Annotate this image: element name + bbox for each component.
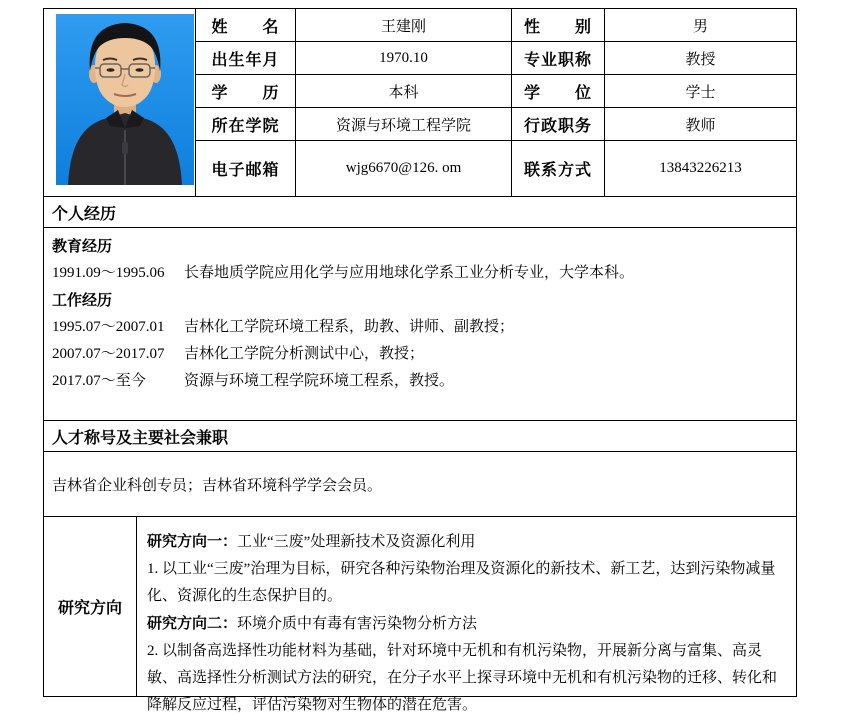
field-label-gender: 性 别 <box>512 9 605 42</box>
education-entry <box>52 260 786 287</box>
field-label-admin-position: 行政职务 <box>512 108 605 141</box>
field-label-education: 学 历 <box>196 75 296 108</box>
work-entry-period: 2017.07～至今 <box>52 373 146 389</box>
research-direction-1-heading <box>147 528 784 556</box>
basic-info-grid <box>44 9 796 197</box>
work-entry-detail: 吉林化工学院环境工程系，助教、讲师、副教授； <box>184 319 515 335</box>
research-direction-2-name: 环境介质中有毒有害污染物分析方法 <box>237 616 478 632</box>
titles-body <box>44 452 796 517</box>
work-entry-period: 2007.07～2017.07 <box>52 346 165 362</box>
research-direction-1-label: 研究方向一： <box>147 533 238 550</box>
field-value-gender: 男 <box>605 9 796 42</box>
field-value-contact: 13843226213 <box>605 141 796 197</box>
field-label-college: 所在学院 <box>196 108 296 141</box>
research-direction-2-heading <box>147 610 784 638</box>
field-value-degree: 学士 <box>605 75 796 108</box>
research-direction-2-description: 2. 以制备高选择性功能材料为基础，针对环境中无机和有机污染物，开展新分离与富集、高灵敏、高选择性分析测试方法的研究，在分子水平上探寻环境中无机和有机污染物的迁移、转化和降解反应过程，评估污染物对生物体的潜在危害。 <box>147 643 778 713</box>
field-label-professional-title: 专业职称 <box>512 42 605 75</box>
field-label-email: 电子邮箱 <box>196 141 296 197</box>
portrait-photo <box>56 14 194 185</box>
education-entry-detail: 长春地质学院应用化学与应用地球化学系工业分析专业，大学本科。 <box>184 265 635 281</box>
photo-cell <box>44 9 196 197</box>
field-value-professional-title: 教授 <box>605 42 796 75</box>
field-value-email: wjg6670@126. om <box>296 141 512 197</box>
field-value-name: 王建刚 <box>296 9 512 42</box>
work-entry-detail: 资源与环境工程学院环境工程系，教授。 <box>184 373 455 389</box>
titles-content: 吉林省企业科创专员；吉林省环境科学学会会员。 <box>52 477 383 494</box>
work-entry-detail: 吉林化工学院分析测试中心，教授； <box>184 346 425 362</box>
work-subheading: 工作经历 <box>52 292 113 309</box>
section-personal-experience-header: 个人经历 <box>44 197 796 228</box>
personal-experience-body <box>44 228 796 421</box>
research-content <box>137 517 796 713</box>
work-entry-period: 1995.07～2007.01 <box>52 319 165 335</box>
field-label-name: 姓 名 <box>196 9 296 42</box>
research-label: 研究方向 <box>44 517 137 696</box>
field-value-admin-position: 教师 <box>605 108 796 141</box>
field-value-education: 本科 <box>296 75 512 108</box>
profile-table <box>43 8 797 713</box>
research-section <box>44 517 796 713</box>
field-value-birthdate: 1970.10 <box>296 42 512 75</box>
education-subheading: 教育经历 <box>52 238 113 255</box>
research-direction-1-description: 1. 以工业“三废”治理为目标，研究各种污染物治理及资源化的新技术、新工艺，达到污染物减量化、资源化的生态保护目的。 <box>147 561 776 604</box>
field-label-degree: 学 位 <box>512 75 605 108</box>
field-label-contact: 联系方式 <box>512 141 605 197</box>
field-label-birthdate: 出生年月 <box>196 42 296 75</box>
work-entry <box>52 341 786 368</box>
work-entry <box>52 314 786 341</box>
work-entry <box>52 368 786 395</box>
research-direction-2-label: 研究方向二： <box>147 615 238 632</box>
section-titles-header: 人才称号及主要社会兼职 <box>44 421 796 452</box>
field-value-college: 资源与环境工程学院 <box>296 108 512 141</box>
education-entry-period: 1991.09～1995.06 <box>52 265 165 281</box>
research-direction-1-name: 工业“三废”处理新技术及资源化利用 <box>237 534 476 550</box>
